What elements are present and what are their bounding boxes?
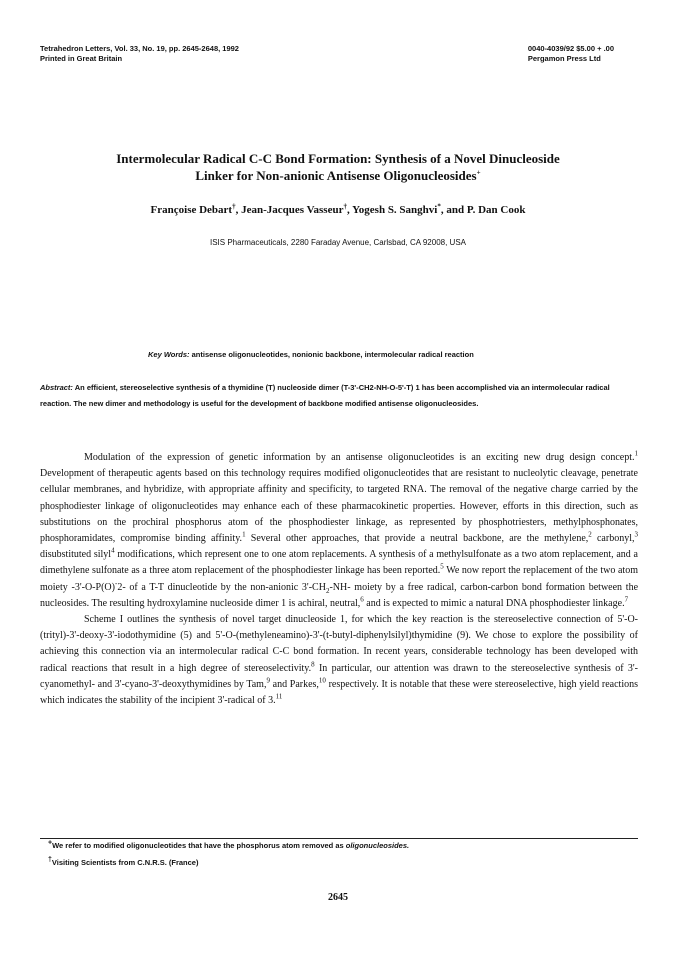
p2-text: and Parkes, [269, 678, 319, 690]
p1-text: modifications, which represent one to one atom replacements. A synthesis of a methylsulfonate as a two atom replacement, and a dimethylene sulfonate as a three atom replacement of the phosphodiester linkage has been reported. [40, 549, 638, 577]
journal-header-left [40, 44, 239, 64]
keywords-text: antisense oligonucleotides, nonionic backbone, intermolecular radical reaction [191, 350, 474, 359]
p1-text: Development of therapeutic agents based on this technology requires modified oligonucleotides that are resistant to nucleolytic cleavage, penetrate cellular membranes, and hybridize, with appropriate affinity and specificity, to targeted RNA. The removal of the negative charge carried by the phosphodiester linkage of oligonucleotides may enhance each of these pharmacokinetic properties. However, efforts in this direction, such as substitutions on the prochiral phosphorus atom of the phosphodiester linkage, as represented by phosphotriesters, methylphosphonates, phosphoramidates, compromise binding affinity. [40, 468, 638, 545]
footnote-1-mark: + [48, 839, 53, 847]
keywords [148, 350, 474, 359]
footnote-1-italic: oligonucleosides. [345, 841, 410, 850]
author-3-mark: * [437, 202, 441, 211]
p1-text: disubstituted silyl [40, 549, 112, 561]
publisher: Pergamon Press Ltd [527, 54, 601, 63]
citation: 8 [311, 660, 315, 669]
p1-text: carbonyl, [591, 533, 635, 545]
footnote-2 [48, 858, 198, 867]
citation: 6 [360, 595, 364, 604]
p1-text: Several other approaches, that provide a neutral backbone, are the methylene, [245, 533, 589, 545]
citation: 2 [588, 530, 592, 539]
title-line-2 [40, 167, 636, 184]
paragraph-1 [40, 450, 638, 612]
paragraph-2 [40, 612, 638, 709]
author-sep-1: , [235, 204, 242, 216]
footnote-1 [48, 841, 409, 850]
author-1: Françoise Debart [150, 204, 233, 216]
page-number: 2645 [328, 892, 348, 903]
author-2: Jean-Jacques Vasseur [241, 204, 344, 216]
author-2-mark: † [343, 202, 347, 211]
p1-text: and is expected to mimic a natural DNA phosphodiester linkage. [363, 597, 625, 609]
p2-text: respectively. It is notable that these were stereoselective, high yield reactions which indicates the stability of the incipient 3'-radical of 3. [40, 678, 638, 707]
superscript: - [114, 579, 118, 588]
author-sep-2: , [346, 204, 353, 216]
paper-title [40, 150, 636, 184]
citation: 10 [318, 676, 326, 685]
author-1-mark: † [232, 202, 236, 211]
body-text [40, 450, 638, 709]
p1-text: 2- of a T-T dinucleotide by the non-anionic 3'-CH [117, 581, 326, 593]
citation: 1 [634, 449, 638, 458]
footnote-2-text: Visiting Scientists from C.N.R.S. (France) [51, 858, 199, 867]
abstract [40, 380, 638, 412]
footnote-1-text: We refer to modified oligonucleotides that have the phosphorus atom removed as [52, 841, 346, 850]
footnote-2-mark: † [48, 856, 52, 864]
citation: 1 [242, 530, 246, 539]
citation: 9 [266, 676, 270, 685]
author-3: Yogesh S. Sanghvi [352, 204, 438, 216]
citation: 4 [111, 546, 115, 555]
journal-header-right [528, 44, 614, 64]
p2-text: Scheme I outlines the synthesis of novel target dinucleoside 1, for which the key reaction is the stereoselective connection of 5'-O-(trityl)-3'-deoxy-3'-iodothymidine (5) and 5'-O-(methyleneamino)-3'-(t-butyl-diphenylsilyl)thymidine (9). We chose to explore the possibility of achieving this connection via an intermolecular radical C-C bond formation. In recent years, considerable technology has been developed with radical reactions that result in a high degree of stereoselectivity. [40, 614, 638, 674]
title-line-2-text: Linker for Non-anionic Antisense Oligonucleosides [195, 168, 477, 183]
p1-text: Modulation of the expression of genetic information by an antisense oligonucleotides is an exciting new drug design concept. [84, 452, 635, 463]
citation: 11 [275, 692, 283, 701]
journal-citation: Tetrahedron Letters, Vol. 33, No. 19, pp. 2645-2648, 1992 [40, 44, 239, 53]
abstract-label: Abstract: [40, 383, 73, 392]
citation: 7 [624, 595, 629, 604]
title-line-1: Intermolecular Radical C-C Bond Formation: Synthesis of a Novel Dinucleoside [116, 151, 560, 166]
author-4: P. Dan Cook [466, 204, 526, 216]
author-list [40, 204, 636, 216]
p1-text: -NH- moiety by a free radical, carbon-carbon bond formation between the nucleosides. The resulting hydroxylamine nucleoside dimer 1 is achiral, neutral, [40, 581, 639, 609]
citation: 3 [634, 530, 638, 539]
citation: 5 [440, 563, 444, 572]
keywords-label: Key Words: [148, 350, 190, 359]
footnote-divider [40, 838, 638, 839]
title-footnote-mark: + [476, 168, 481, 177]
affiliation: ISIS Pharmaceuticals, 2280 Faraday Avenue, Carlsbad, CA 92008, USA [210, 238, 466, 247]
printed-in: Printed in Great Britain [40, 54, 123, 63]
abstract-text: An efficient, stereoselective synthesis of a thymidine (T) nucleoside dimer (T-3'-CH2-NH-O-5'-T) 1 has been accomplished via an intermolecular radical reaction. The new dimer and methodology is useful for the development of backbone modified antisense oligonucleosides. [40, 383, 610, 408]
p2-text: In particular, our attention was drawn to the stereoselective synthesis of 3'-cyanomethyl- and 3'-cyano-3'-deoxythymidines by Tam, [40, 662, 638, 690]
subscript: 2 [325, 586, 330, 595]
price-code: 0040-4039/92 $5.00 + .00 [527, 44, 614, 53]
p1-text: We now report the replacement of the two atom moiety -3'-O-P(O) [40, 565, 638, 593]
author-sep-3: , and [440, 204, 467, 216]
